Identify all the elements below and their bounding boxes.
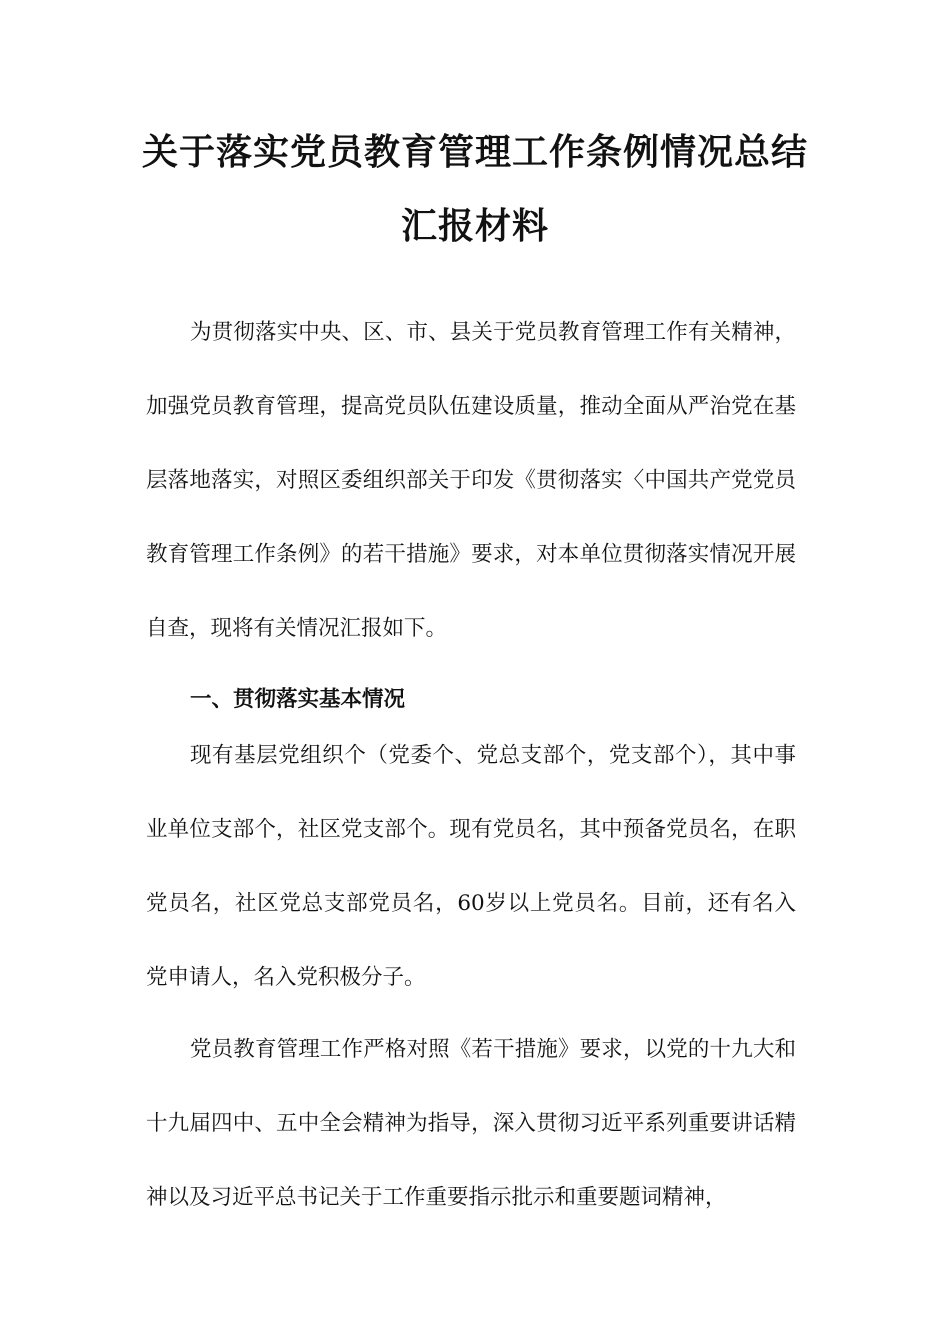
intro-paragraph: 为贯彻落实中央、区、市、县关于党员教育管理工作有关精神，加强党员教育管理，提高党员队伍建设质量，推动全面从严治党在基层落地落实，对照区委组织部关于印发《贯彻落实〈中国共产党党员教育管理工作条例》的若干措施》要求，对本单位贯彻落实情况开展自查，现将有关情况汇报如下。 <box>146 320 796 641</box>
document-title-line-2: 汇报材料 <box>400 206 549 247</box>
basic-situation-paragraph: 现有基层党组织个（党委个、党总支部个，党支部个），其中事业单位支部个，社区党支部个。现有党员名，其中预备党员名，在职党员名，社区党总支部党员名，60岁以上党员名。目前，还有名入党申请人，名入党积极分子。 <box>146 743 796 990</box>
document-title-line-1: 关于落实党员教育管理工作条例情况总结 <box>141 132 808 173</box>
education-management-paragraph: 党员教育管理工作严格对照《若干措施》要求，以党的十九大和十九届四中、五中全会精神为指导，深入贯彻习近平系列重要讲话精神以及习近平总书记关于工作重要指示批示和重要题词精神， <box>146 1037 796 1210</box>
section-heading: 一、贯彻落实基本情况 <box>190 687 406 712</box>
